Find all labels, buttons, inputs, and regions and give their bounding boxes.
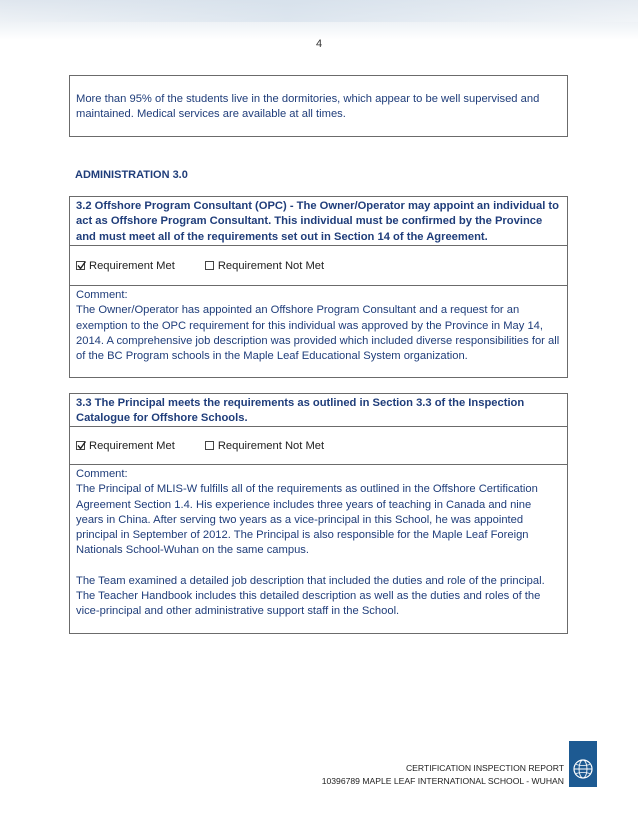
globe-icon — [571, 757, 595, 781]
checkmark-icon — [76, 440, 87, 451]
intro-box — [69, 75, 568, 137]
footer-school-name: 10396789 MAPLE LEAF INTERNATIONAL SCHOOL - WUHAN — [321, 776, 564, 786]
bc-logo — [569, 741, 597, 787]
comment-paragraph: The Principal of MLIS-W fulfills all of the requirements as outlined in the Offshore Certification Agreement Section 1.4. His experience includes three years of teaching in Canada and nine years in China. After serving two years as a vice-principal in this School, he was appointed principal in September of 2012. The Principal is also responsible for the Maple Leaf Foreign Nationals School-Wuhan on the same campus. — [76, 483, 538, 557]
requirement-not-met-option[interactable] — [205, 260, 324, 272]
section-heading: ADMINISTRATION 3.0 — [75, 169, 188, 181]
intro-text: More than 95% of the students live in the dormitories, which appear to be well supervised and maintained. Medical services are available at all times. — [76, 93, 540, 121]
requirement-met-checkbox[interactable] — [76, 441, 85, 450]
requirement-title-row — [70, 197, 567, 246]
header-band — [0, 0, 638, 40]
page-number: 4 — [315, 38, 323, 50]
requirement-box-3-3 — [69, 393, 568, 634]
requirement-met-option[interactable] — [76, 440, 175, 452]
requirement-check-row — [70, 427, 567, 465]
comment-paragraph: The Team examined a detailed job description that included the duties and role of the principal. The Teacher Handbook includes this detailed description as well as the duties and roles of the vice-principal and other administrative support staff in the School. — [76, 574, 545, 618]
requirement-not-met-checkbox[interactable] — [205, 261, 214, 270]
requirement-met-checkbox[interactable] — [76, 261, 85, 270]
comment-row — [70, 465, 567, 620]
requirement-met-option[interactable] — [76, 260, 175, 272]
requirement-not-met-checkbox[interactable] — [205, 441, 214, 450]
comment-paragraph: The Owner/Operator has appointed an Offshore Program Consultant and a request for an exemption to the OPC requirement for this individual was approved by the Province in May 14, 2014. A comprehensive job description was provided which included diverse responsibilities for all of the BC Program schools in the Maple Leaf Educational System organization. — [76, 304, 560, 363]
comment-label: Comment: — [76, 289, 128, 301]
requirement-box-3-2 — [69, 196, 568, 378]
requirement-title-row — [70, 394, 567, 427]
requirement-not-met-label: Requirement Not Met — [217, 259, 325, 272]
requirement-met-label: Requirement Met — [89, 439, 175, 452]
requirement-not-met-option[interactable] — [205, 440, 324, 452]
requirement-title: 3.2 Offshore Program Consultant (OPC) - The Owner/Operator may appoint an individual to act as Offshore Program Consultant. This individual must be confirmed by the Province and must meet all of the requirements set out in Section 14 of the Agreement. — [76, 200, 559, 243]
checkmark-icon — [76, 260, 87, 271]
comment-row — [70, 286, 567, 364]
requirement-not-met-label: Requirement Not Met — [217, 439, 325, 452]
comment-label: Comment: — [76, 468, 128, 480]
requirement-title: 3.3 The Principal meets the requirements as outlined in Section 3.3 of the Inspection Catalogue for Offshore Schools. — [76, 397, 525, 425]
requirement-check-row — [70, 246, 567, 286]
requirement-met-label: Requirement Met — [89, 259, 175, 272]
footer-report-title: CERTIFICATION INSPECTION REPORT — [405, 763, 564, 773]
